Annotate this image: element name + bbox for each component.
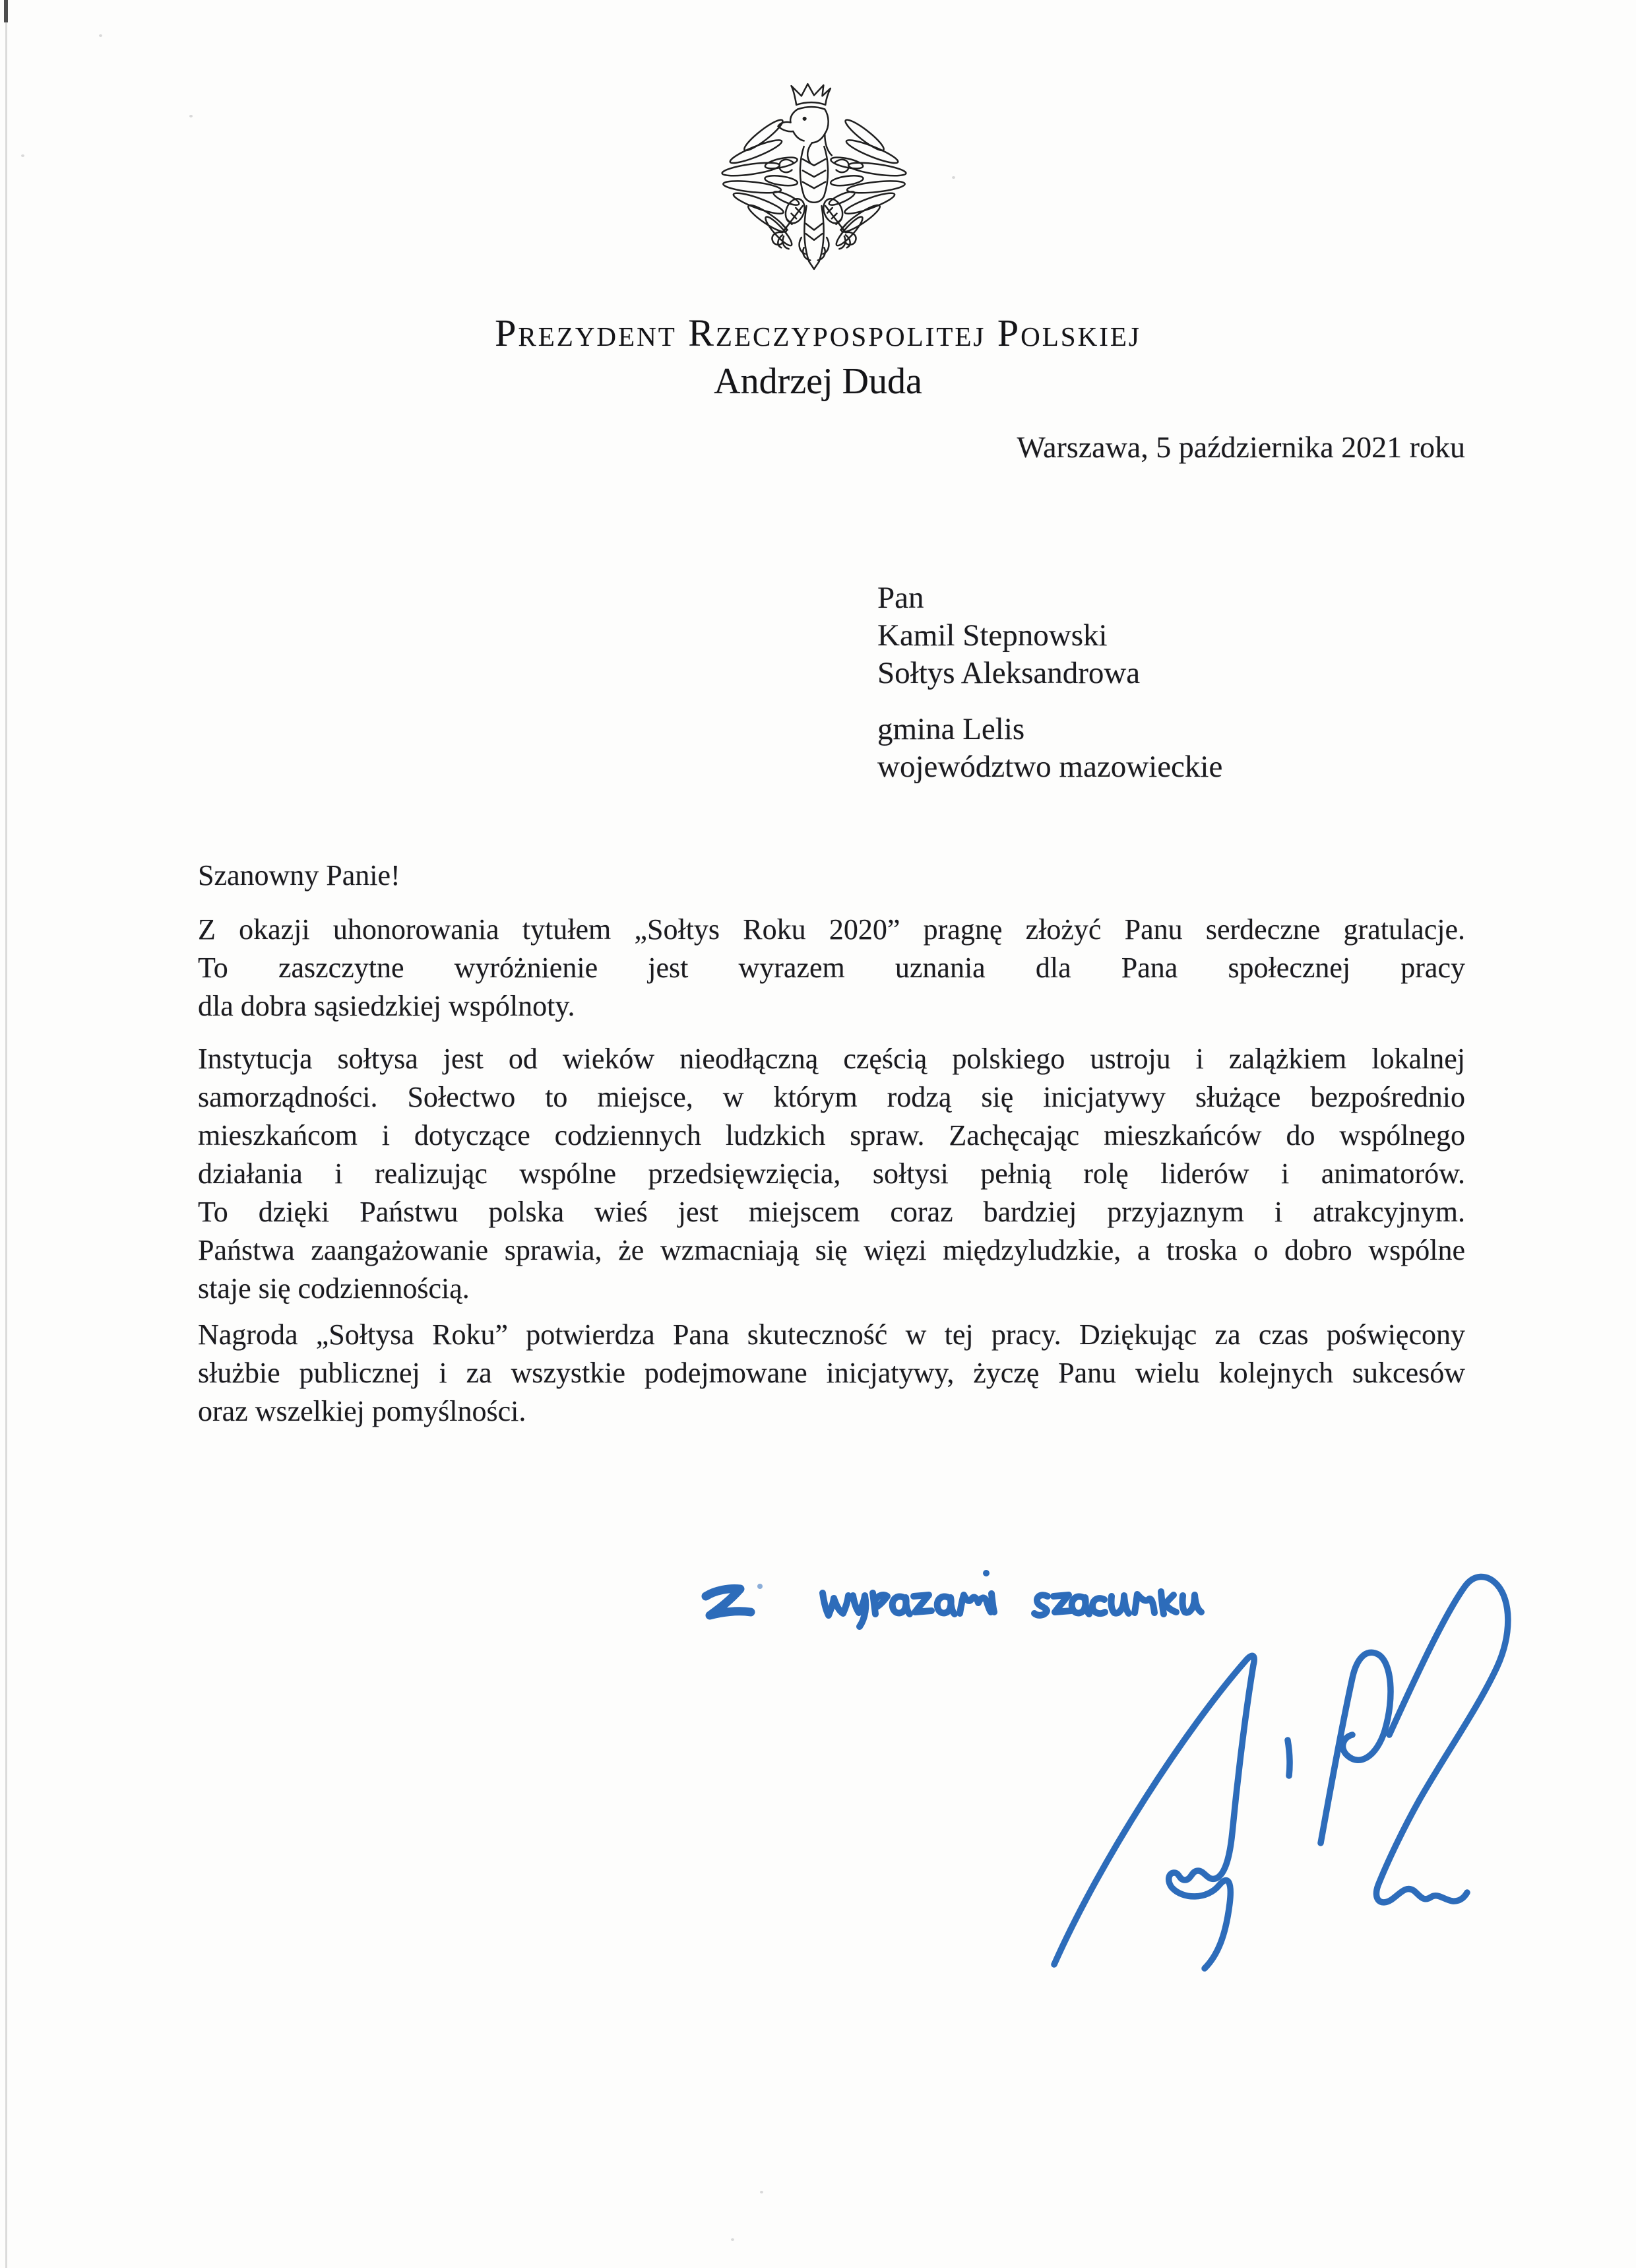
body-line: To dzięki Państwu polska wieś jest miejscem coraz bardziej przyjaznym i atrakcyjnym. bbox=[198, 1196, 1465, 1228]
recipient-municipality: gmina Lelis bbox=[877, 712, 1025, 746]
scan-speck bbox=[99, 34, 102, 37]
body-line: Instytucja sołtysa jest od wieków nieodłączną częścią polskiego ustroju i zalążkiem lokalnej bbox=[198, 1043, 1465, 1075]
recipient-block bbox=[877, 579, 1222, 786]
salutation: Szanowny Panie! bbox=[198, 859, 400, 891]
body-line: Nagroda „Sołtysa Roku” potwierdza Pana skuteczność w tej pracy. Dziękując za czas poświęcony bbox=[198, 1318, 1465, 1351]
polish-eagle-emblem-icon bbox=[724, 77, 904, 277]
body-line: dla dobra sąsiedzkiej wspólnoty. bbox=[198, 990, 575, 1022]
president-signature bbox=[1022, 1574, 1557, 1986]
paragraph-2 bbox=[198, 1040, 1465, 1308]
recipient-title: Pan bbox=[877, 581, 924, 615]
body-line: mieszkańcom i dotyczące codziennych ludzkich spraw. Zachęcając mieszkańców do wspólnego bbox=[198, 1119, 1465, 1151]
body-line: staje się codziennością. bbox=[198, 1272, 470, 1305]
body-line: Z okazji uhonorowania tytułem „Sołtys Roku 2020” pragnę złożyć Panu serdeczne gratulacje. bbox=[198, 913, 1465, 946]
dateline: Warszawa, 5 października 2021 roku bbox=[1017, 430, 1465, 464]
scan-speck bbox=[21, 154, 24, 157]
recipient-voivodeship: województwo mazowieckie bbox=[877, 750, 1223, 784]
scan-speck bbox=[731, 2238, 734, 2241]
paragraph-3 bbox=[198, 1316, 1465, 1431]
body-line: oraz wszelkiej pomyślności. bbox=[198, 1395, 526, 1427]
letterhead-person-name: Andrzej Duda bbox=[714, 361, 922, 402]
body-line: działania i realizując wspólne przedsięwzięcia, sołtysi pełnią rolę liderów i animatorów. bbox=[198, 1157, 1465, 1190]
eagle-eye bbox=[803, 117, 807, 121]
body-line: Państwa zaangażowanie sprawia, że wzmacniają się więzi międzyludzkie, a troska o dobro wspólne bbox=[198, 1234, 1465, 1266]
recipient-name: Kamil Stepnowski bbox=[877, 618, 1108, 653]
paragraph-1 bbox=[198, 911, 1465, 1025]
body-line: służbie publicznej i za wszystkie podejmowane inicjatywy, życzę Panu wielu kolejnych sukcesów bbox=[198, 1357, 1465, 1389]
scan-speck bbox=[952, 176, 955, 179]
scan-corner-mark bbox=[4, 0, 8, 22]
scan-speck bbox=[189, 115, 193, 117]
scan-speck bbox=[760, 2191, 763, 2193]
body-line: samorządności. Sołectwo to miejsce, w którym rodzą się inicjatywy służące bezpośrednio bbox=[198, 1081, 1465, 1113]
letterhead-institution: Prezydent Rzeczypospolitej Polskiej bbox=[495, 311, 1141, 354]
body-line: To zaszczytne wyróżnienie jest wyrazem uznania dla Pana społecznej pracy bbox=[198, 952, 1465, 984]
recipient-role: Sołtys Aleksandrowa bbox=[877, 656, 1141, 690]
